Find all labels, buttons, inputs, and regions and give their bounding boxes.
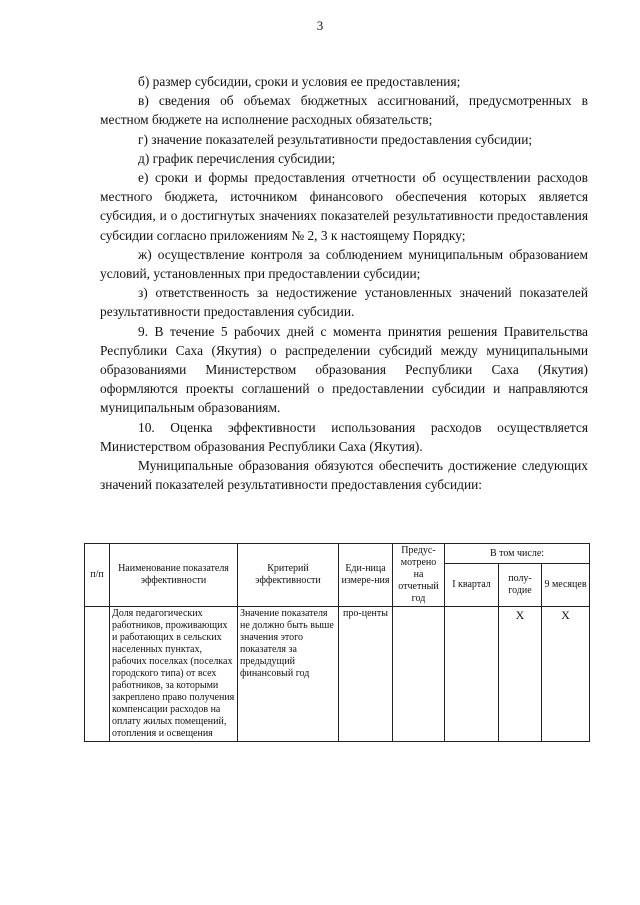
paragraph-z: з) ответственность за недостижение установленных значений показателей результативности предоставления субсидии. [100,285,588,320]
paragraph-9: 9. В течение 5 рабочих дней с момента принятия решения Правительства Республики Саха (Якутия) о распределении субсидий между муниципальными образованиями Министерством образования Республики Саха (Якутия) оформляются проекты соглашений о предоставлении субсидии и направляются муниципальным образованиям. [100,323,588,416]
header-unit: Еди-ница измере-ния [339,544,393,607]
header-q1: I квартал [445,564,499,607]
page-number: 3 [316,18,324,33]
cell-nine: X [542,607,590,742]
cell-half: X [499,607,542,742]
cell-unit: про-центы [339,607,393,742]
header-half: полу-годие [499,564,542,607]
header-nine: 9 месяцев [542,564,590,607]
paragraph-g: г) значение показателей результативности предоставления субсидии; [138,131,533,147]
paragraph-b: б) размер субсидии, сроки и условия ее предоставления; [138,74,461,89]
document-body [100,72,588,494]
cell-planned [393,607,445,742]
paragraph-d: д) график перечисления субсидии; [138,150,336,166]
cell-name: Доля педагогических работников, проживающих и работающих в сельских населенных пунктах, рабочих поселках (поселках городского типа) от всех работников, за которыми закреплено право получения компенсации расходов на оплату жилых помещений, отопления и освещения [110,607,238,742]
paragraph-10: 10. Оценка эффективности использования расходов осуществляется Министерством образования Республики Саха (Якутия). [100,419,588,454]
paragraph-obligations: Муниципальные образования обязуются обеспечить достижение следующих значений показателей результативности предоставления субсидии: [100,458,588,493]
cell-criterion: Значение показателя не должно быть выше значения этого показателя за предыдущий финансовый год [238,607,339,742]
header-name: Наименование показателя эффективности [110,544,238,607]
header-criterion: Критерий эффективности [238,544,339,607]
indicators-table [84,543,590,742]
paragraph-e: е) сроки и формы предоставления отчетности об осуществлении расходов местного бюджета, источником финансового обеспечения которых является субсидия, и о достигнутых значениях показателей результативности предоставления субсидии согласно приложениям № 2, 3 к настоящему Порядку; [100,170,588,243]
cell-num [85,607,110,742]
header-including: В том числе: [445,544,590,564]
header-num: п/п [85,544,110,607]
table-row [85,607,590,742]
paragraph-v: в) сведения об объемах бюджетных ассигнований, предусмотренных в местном бюджете на исполнение расходных обязательств; [100,93,588,128]
cell-q1 [445,607,499,742]
paragraph-zh: ж) осуществление контроля за соблюдением муниципальным образованием условий, установленных при предоставлении субсидии; [100,246,588,282]
header-planned: Предус-мотрено на отчетный год [393,544,445,607]
